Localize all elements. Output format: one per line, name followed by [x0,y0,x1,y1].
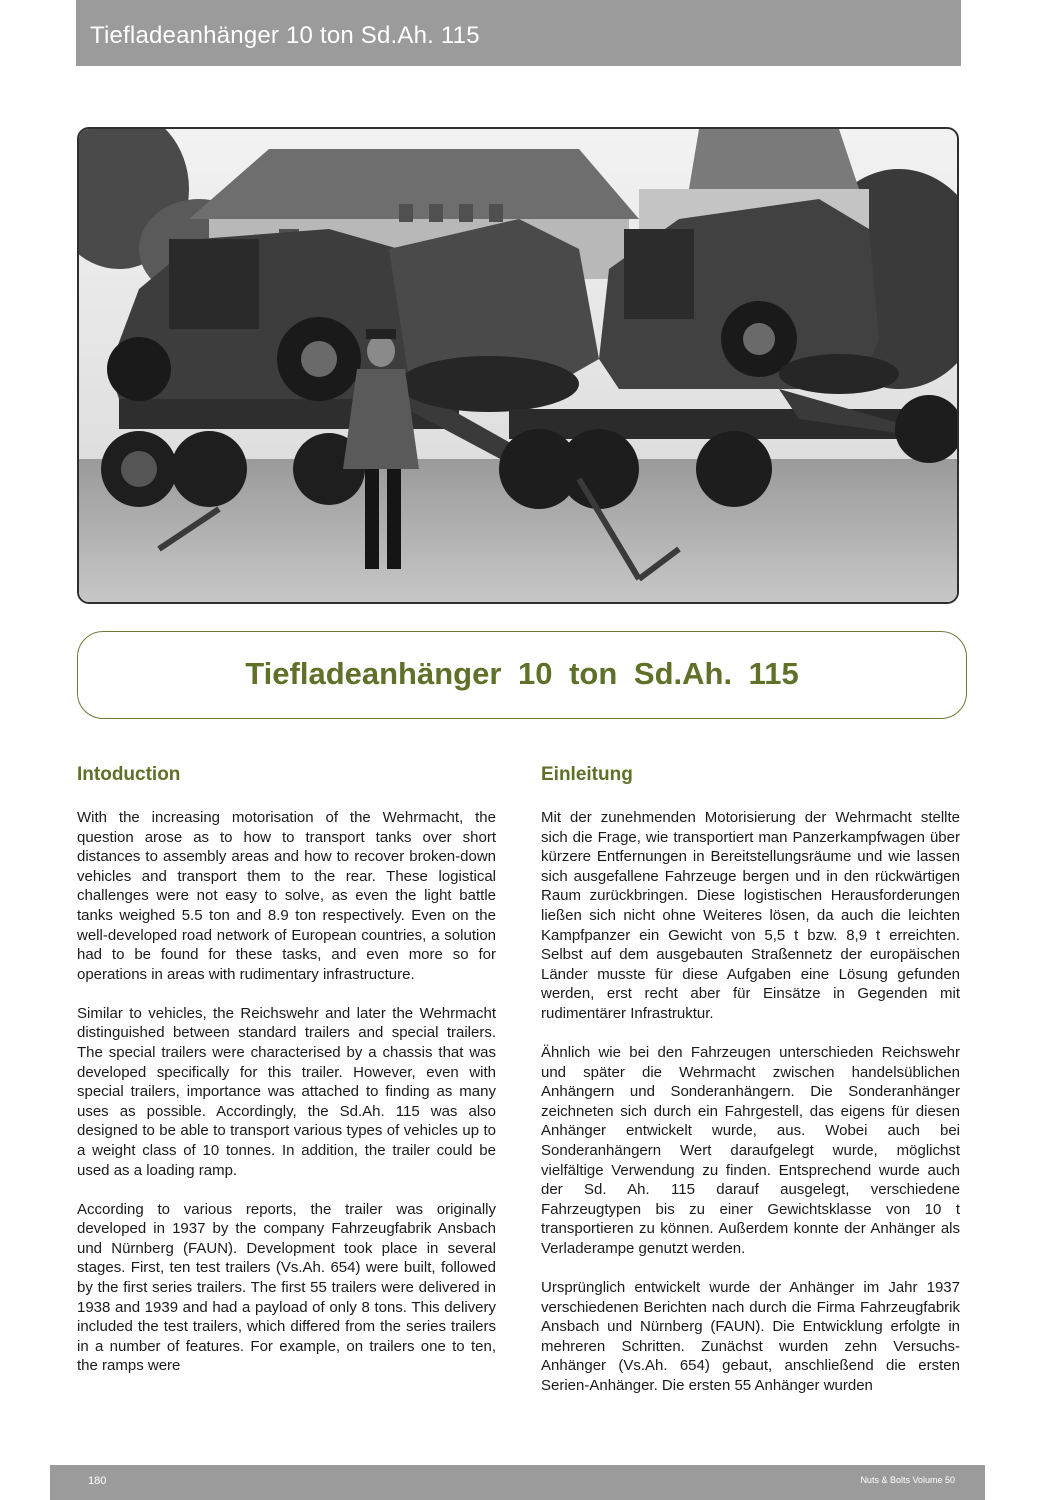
chapter-title-box [77,631,967,719]
english-paragraph-1: With the increasing motorisation of the Wehrmacht, the question arose as to how to transport tanks over short distances to assembly areas and how to recover broken-down vehicles and transport them to the rear. These logistical challenges were not easy to solve, as even the light battle tanks weighed 5.5 ton and 8.9 ton respectively. Even on the well-developed road network of European countries, a solution had to be found for these tasks, and even more so for operations in areas with rudimentary infrastructure. [77,809,496,983]
photo-illustration [79,129,957,602]
english-paragraph-3: According to various reports, the trailer was originally developed in 1937 by the company Fahrzeugfabrik Ansbach und Nürnberg (FAUN). Development took place in several stages. First, ten test trailers (Vs.Ah. 654) were built, followed by the first series trailers. The first 55 trailers were delivered in 1938 and 1939 and had a payload of only 8 tons. This delivery included the test trailers, which differed from the series trailers in a number of features. For example, on trailers one to ten, the ramps were [77,1200,496,1375]
historical-photo [77,127,959,604]
german-paragraph-3: Ursprünglich entwickelt wurde der Anhänger im Jahr 1937 verschiedenen Berichten nach durch die Firma Fahrzeugfabrik Ansbach und Nürnberg (FAUN). Die Entwicklung erfolgte in mehreren Schritten. Zunächst wurden zehn Versuchs-Anhänger (Vs.Ah. 654) gebaut, anschließend die ersten Serien-Anhänger. Die ersten 55 Anhänger wurden [541,1279,960,1395]
chapter-title: Tiefladeanhänger 10 ton Sd.Ah. 115 [245,656,799,691]
page-footer [50,1465,985,1500]
book-title: Nuts & Bolts Volume 50 [860,1475,955,1485]
german-column [541,764,960,1415]
running-header-title: Tiefladeanhänger 10 ton Sd.Ah. 115 [90,22,480,49]
running-header [76,0,961,66]
german-paragraph-2: Ähnlich wie bei den Fahrzeugen unterschieden Reichswehr und später die Wehrmacht zwischen handelsüblichen Anhängern und Sonderanhängern. Die Sonderanhänger zeichneten sich durch ein Fahrgestell, das eigens für diesen Anhänger entwickelt wurde, aus. Wobei auch bei Sonderanhängern Wert daraufgelegt wurde, möglichst vielfältige Verwendung zu finden. Entsprechend wurde auch der Sd. Ah. 115 darauf ausgelegt, verschiedene Fahrzeugtypen bis zu einer Gewichtsklasse von 10 t transportieren zu können. Außerdem konnte der Anhänger als Verladerampe genutzt werden. [541,1044,960,1257]
english-column [77,764,496,1396]
german-heading: Einleitung [541,764,633,785]
english-heading: Intoduction [77,764,181,785]
english-paragraph-2: Similar to vehicles, the Reichswehr and later the Wehrmacht distinguished between standard trailers and special trailers. The special trailers were characterised by a chassis that was developed specifically for this trailer. However, even with special trailers, importance was attached to finding as many uses as possible. Accordingly, the Sd.Ah. 115 was also designed to be able to transport various types of vehicles up to a weight class of 10 tonnes. In addition, the trailer could be used as a loading ramp. [77,1004,496,1179]
page-number: 180 [88,1475,107,1487]
german-paragraph-1: Mit der zunehmenden Motorisierung der Wehrmacht stellte sich die Frage, wie transportiert man Panzerkampfwagen über kürzere Entfernungen in Bereitstellungsräume und wie lassen sich ausgefallene Fahrzeuge bergen und in den rückwärtigen Raum zurückbringen. Diese logistischen Herausforderungen ließen sich nicht ohne Weiteres lösen, da auch die leichten Kampfpanzer ein Gewicht von 5,5 t bzw. 8,9 t erreichten. Selbst auf dem ausgebauten Straßennetz der europäischen Länder musste für diese Aufgaben eine Lösung gefunden werden, erst recht aber für Einsätze in Gegenden mit rudimentärer Infrastruktur. [541,809,960,1022]
